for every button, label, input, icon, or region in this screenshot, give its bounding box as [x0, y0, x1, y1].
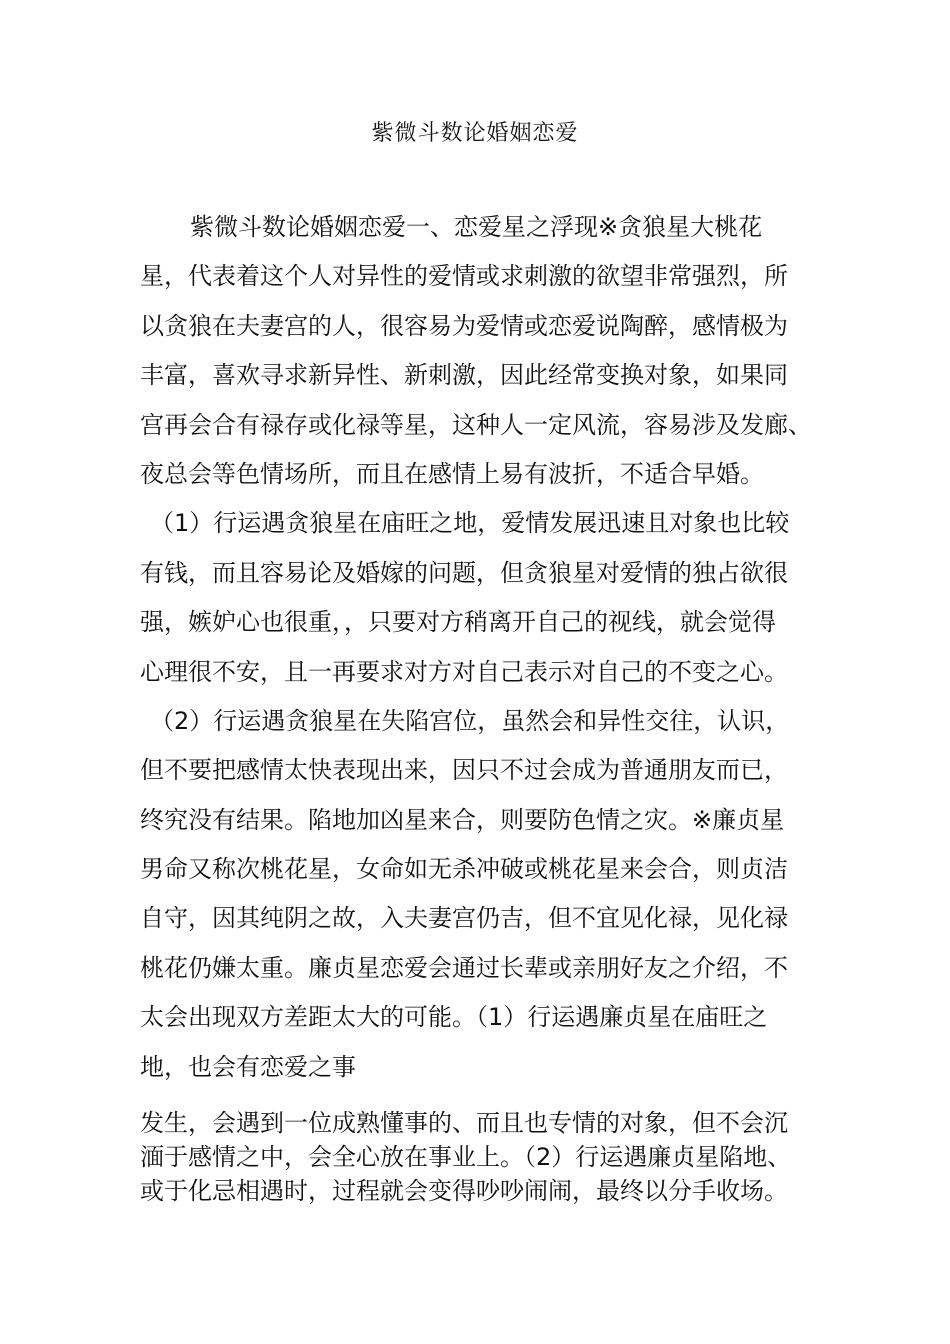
body-line: 但不要把感情太快表现出来，因只不过会成为普通朋友而已， — [140, 756, 788, 785]
body-line: 心理很不安，且一再要求对方对自己表示对自己的不变之心。 — [140, 657, 788, 686]
body-line: 有钱，而且容易论及婚嫁的问题，但贪狼星对爱情的独占欲很 — [140, 558, 788, 587]
body-line: 星，代表着这个人对异性的爱情或求刺激的欲望非常强烈，所 — [140, 262, 788, 291]
tail-line: 或于化忌相遇时，过程就会变得吵吵闹闹，最终以分手收场。 — [140, 1177, 788, 1205]
body-line: 男命又称次桃花星，女命如无杀冲破或桃花星来会合，则贞洁 — [140, 855, 788, 884]
tail-line: 湎于感情之中，会全心放在事业上。（2）行运遇廉贞星陷地、 — [140, 1143, 792, 1171]
body-line: （2）行运遇贪狼星在失陷宫位，虽然会和异性交往，认识， — [150, 706, 790, 735]
body-line: 地，也会有恋爱之事 — [140, 1052, 356, 1081]
body-line: 紫微斗数论婚姻恋爱一、恋爱星之浮现※贪狼星大桃花 — [190, 213, 763, 241]
body-line: 终究没有结果。陷地加凶星来合，则要防色情之灾。※廉贞星 — [140, 805, 785, 834]
body-line: 强，嫉妒心也很重，，只要对方稍离开自己的视线，就会觉得 — [140, 608, 776, 637]
body-line: 太会出现双方差距太大的可能。（1）行运遇廉贞星在庙旺之 — [140, 1003, 768, 1032]
document-title: 紫微斗数论婚姻恋爱 — [371, 121, 579, 146]
body-line: 丰富，喜欢寻求新异性、新刺激，因此经常变换对象，如果同 — [140, 361, 788, 390]
body-line: （1）行运遇贪狼星在庙旺之地，爱情发展迅速且对象也比较 — [150, 509, 790, 538]
body-line: 宫再会合有禄存或化禄等星，这种人一定风流，容易涉及发廊、 — [140, 410, 812, 439]
body-line: 桃花仍嫌太重。廉贞星恋爱会通过长辈或亲朋好友之介绍，不 — [140, 953, 788, 982]
body-line: 以贪狼在夫妻宫的人，很容易为爱情或恋爱说陶醉，感情极为 — [140, 311, 788, 340]
tail-text — [140, 1106, 840, 1208]
tail-line: 发生，会遇到一位成熟懂事的、而且也专情的对象，但不会沉 — [140, 1109, 788, 1137]
body-line: 自守，因其纯阴之故，入夫妻宫仍吉，但不宜见化禄，见化禄 — [140, 904, 788, 933]
body-text — [140, 203, 830, 1092]
body-line: 夜总会等色情场所，而且在感情上易有波折，不适合早婚。 — [140, 459, 764, 488]
